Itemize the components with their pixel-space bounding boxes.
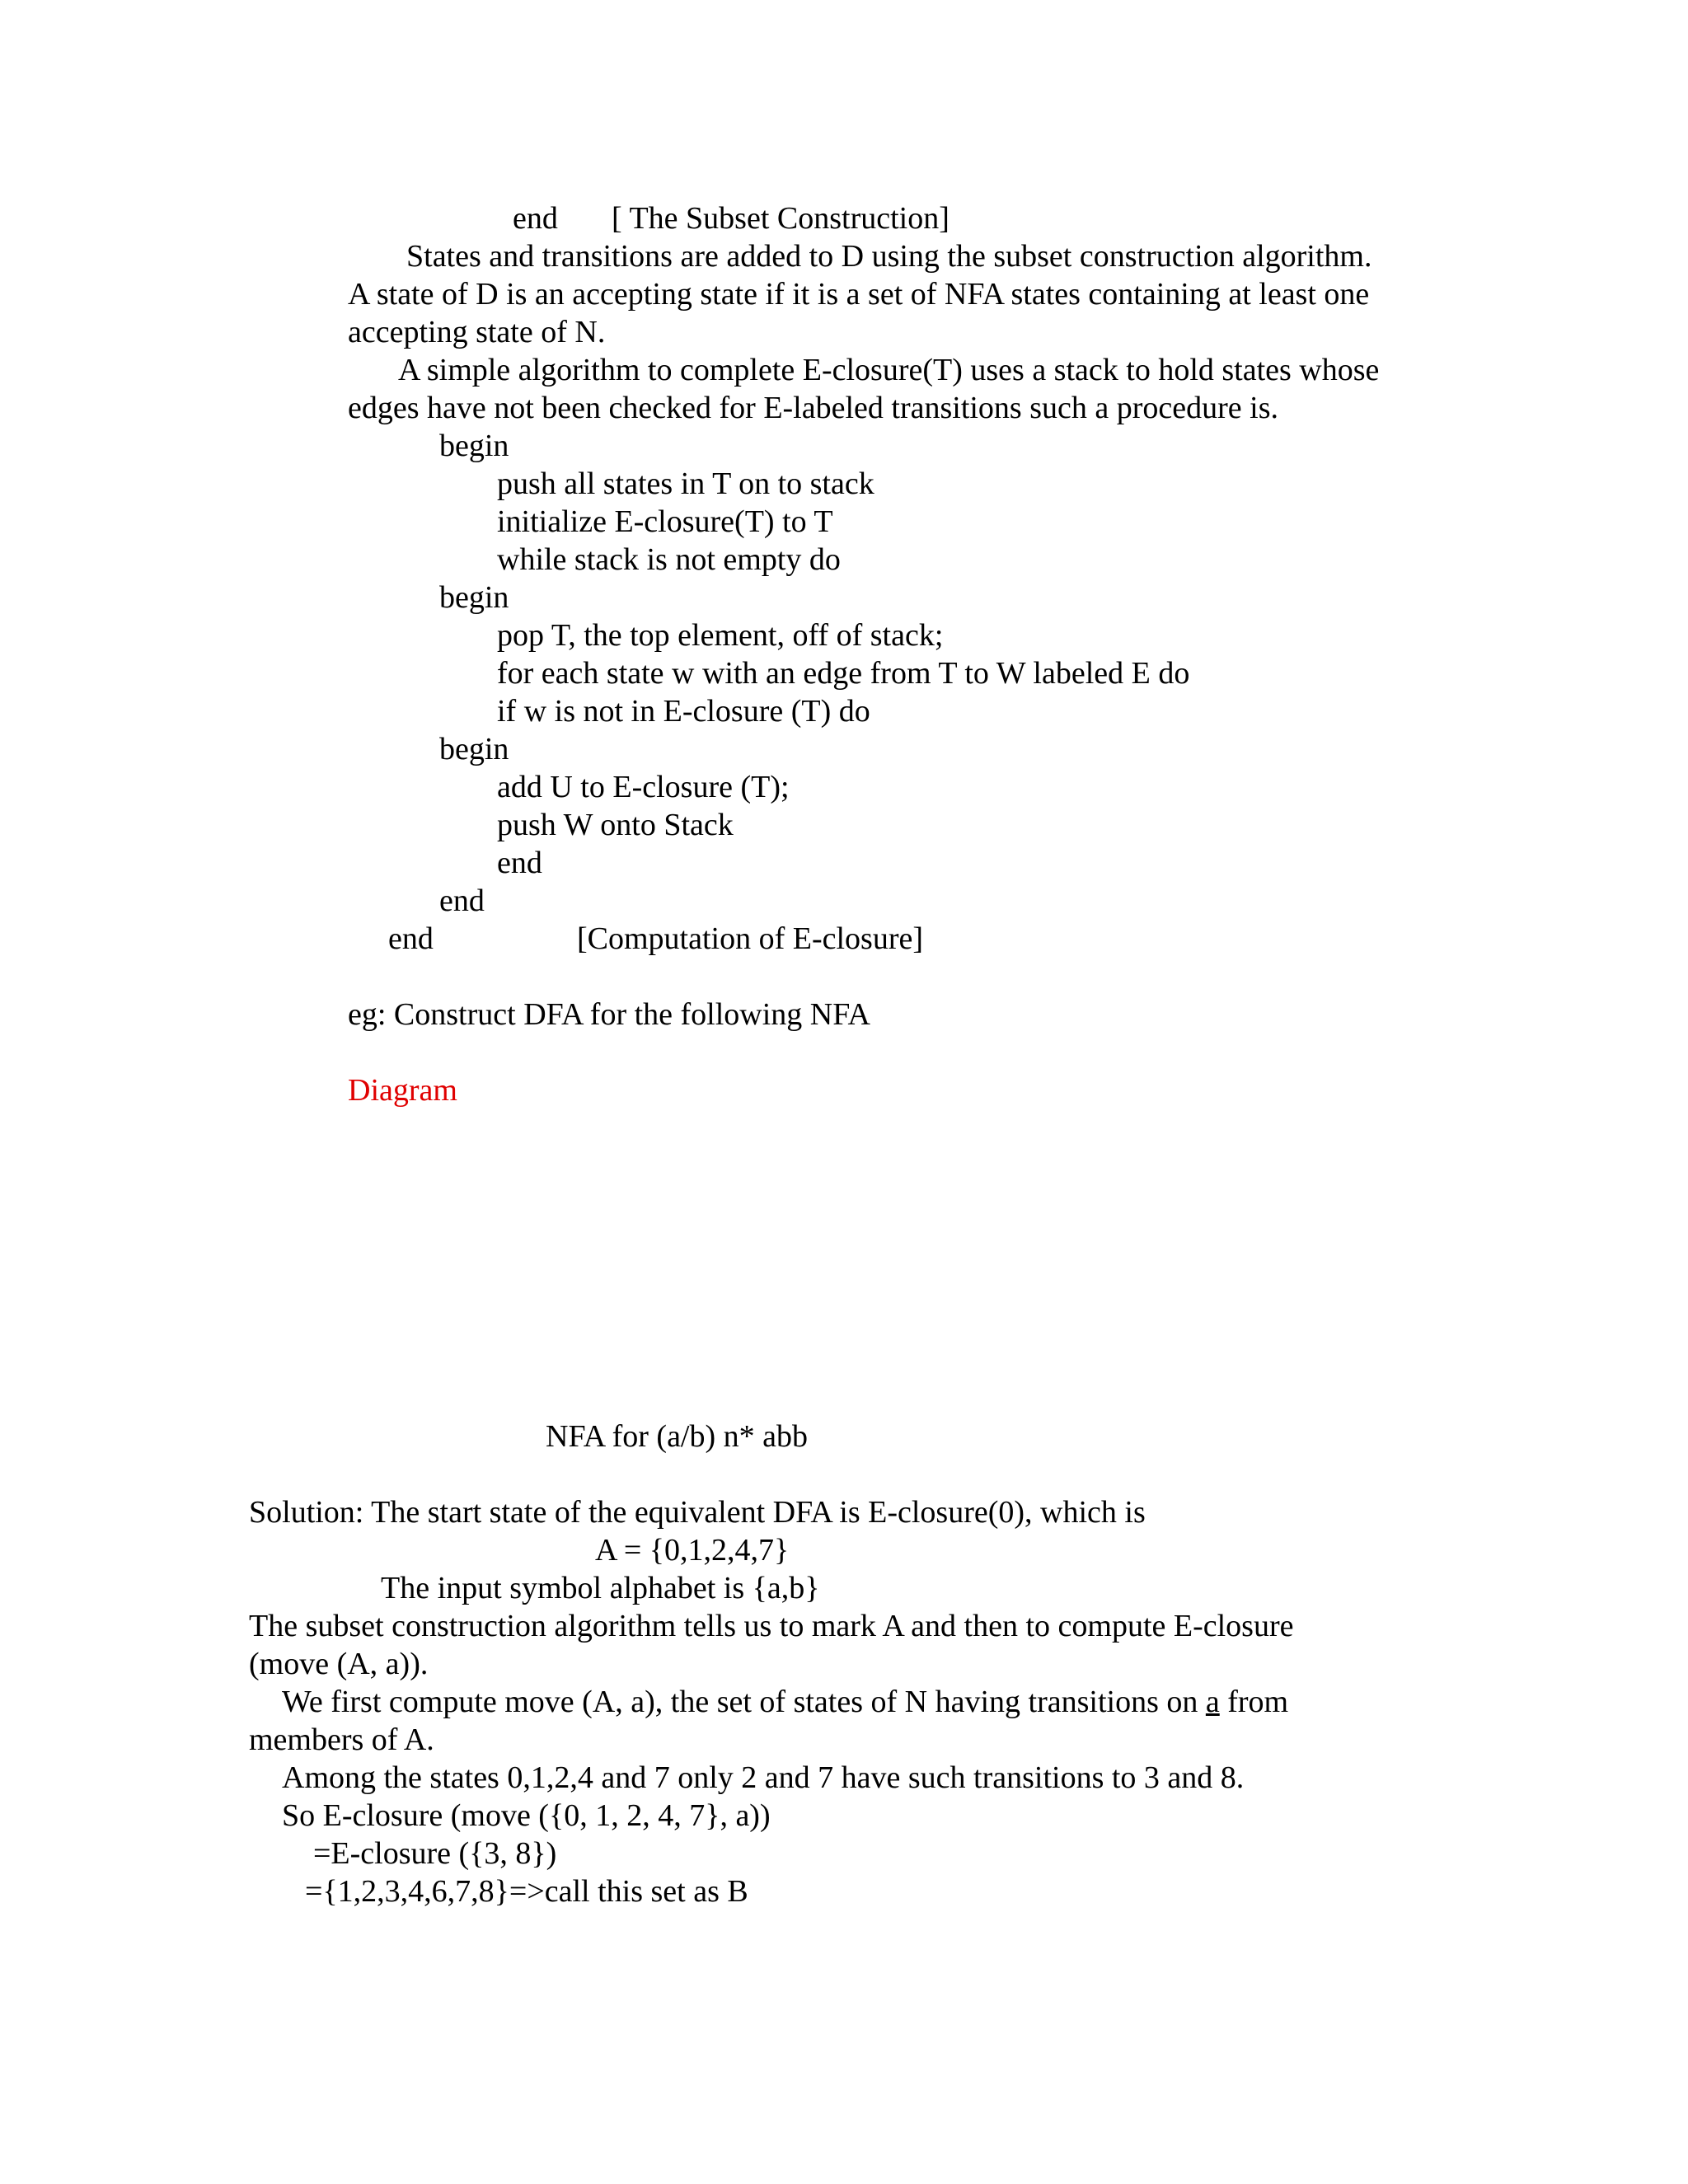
code-line: end: [439, 883, 485, 918]
solution-line: ={1,2,3,4,6,7,8}=>call this set as B: [305, 1874, 748, 1909]
code-line: initialize E-closure(T) to T: [497, 504, 833, 539]
code-line: for each state w with an edge from T to W labeled E do: [497, 656, 1190, 691]
paragraph-line: States and transitions are added to D using the subset construction algorithm.: [406, 239, 1372, 274]
solution-line: =E-closure ({3, 8}): [313, 1836, 557, 1871]
code-line: if w is not in E-closure (T) do: [497, 694, 870, 729]
example-heading: eg: Construct DFA for the following NFA: [348, 997, 870, 1032]
paragraph-line: accepting state of N.: [348, 315, 606, 349]
solution-line: The input symbol alphabet is {a,b}: [381, 1571, 820, 1605]
code-line: begin: [439, 732, 509, 766]
code-line: push all states in T on to stack: [497, 466, 874, 501]
algorithm-end: end: [513, 201, 558, 236]
solution-line: Solution: The start state of the equivalent DFA is E-closure(0), which is: [249, 1495, 1146, 1530]
algorithm-title: [ The Subset Construction]: [612, 201, 950, 236]
code-line: pop T, the top element, off of stack;: [497, 618, 944, 653]
code-line: push W onto Stack: [497, 808, 734, 842]
code-line: add U to E-closure (T);: [497, 770, 790, 804]
code-line: begin: [439, 429, 509, 463]
paragraph-line: A simple algorithm to complete E-closure(T) uses a stack to hold states whose: [398, 353, 1380, 387]
solution-line: [282, 1683, 1288, 1721]
code-line: end: [497, 846, 542, 880]
solution-line: A = {0,1,2,4,7}: [595, 1533, 790, 1568]
code-line: while stack is not empty do: [497, 542, 841, 577]
solution-text: We first compute move (A, a), the set of states of N having transitions on: [282, 1685, 1206, 1719]
solution-line: Among the states 0,1,2,4 and 7 only 2 and 7 have such transitions to 3 and 8.: [282, 1760, 1245, 1795]
solution-line: (move (A, a)).: [249, 1647, 429, 1681]
paragraph-line: A state of D is an accepting state if it is a set of NFA states containing at least one: [348, 277, 1370, 312]
code-line: end: [388, 921, 434, 956]
code-line: begin: [439, 580, 509, 615]
paragraph-line: edges have not been checked for E-labeled transitions such a procedure is.: [348, 391, 1278, 425]
algorithm-title: [Computation of E-closure]: [577, 921, 924, 956]
diagram-caption: NFA for (a/b) n* abb: [546, 1419, 809, 1454]
underlined-symbol: a: [1205, 1685, 1220, 1719]
solution-text: from: [1219, 1685, 1289, 1719]
solution-line: The subset construction algorithm tells us to mark A and then to compute E-closure: [249, 1609, 1294, 1643]
diagram-placeholder-label: Diagram: [348, 1073, 457, 1108]
solution-line: So E-closure (move ({0, 1, 2, 4, 7}, a)): [282, 1798, 771, 1833]
solution-line: members of A.: [249, 1722, 434, 1757]
